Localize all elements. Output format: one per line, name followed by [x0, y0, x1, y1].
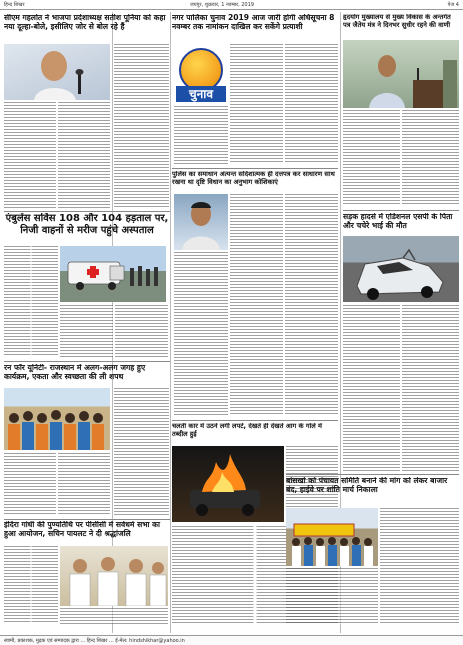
rally-photo: [4, 388, 110, 450]
headline-run-for-unity: रन फॉर यूनिटी- राजस्थान में अलग-अलग जगह हुए कार्यक्रम, एकता और स्वच्छता की ली शपथ: [4, 364, 146, 381]
election-logo-label: चुनाव: [176, 86, 226, 102]
article-body: [174, 106, 228, 164]
section-rule: [4, 361, 170, 362]
headline-right-top: हृदयोग मुख्यालय से मुख्य विकास के अन्तर्गत पत्र जैतेय मंत्र ने दिनभर सुधीर रहने की वाणी: [343, 14, 451, 29]
article-body: [4, 453, 110, 515]
section-rule: [4, 519, 170, 520]
section-rule: [172, 420, 338, 421]
headline-indira-gandhi: इंदिरा गांधी की पुण्यतिथि पर पीसीसी में सर्वधर्म सभा का हुआ आयोजन, सचिन पायलट ने दी श्रद्धांजलि: [4, 521, 160, 538]
article-body: [380, 508, 459, 624]
headline-police: पुलिस का समाधान अंत्यन्त सदिशात्मक ही दत्तपत्र कर साधारण साथ रखना था दृष्टि विधान का अनुभाग कोशिकाएं: [172, 171, 335, 186]
headline-road-accident: सड़क हादसे में एडिशनल एसपी के पिता और चचेरे भाई की मौत: [343, 213, 453, 230]
crashed-car-icon: [343, 236, 459, 302]
masthead-label: हिन्द शिखर: [4, 2, 25, 8]
article-body: [4, 546, 58, 624]
headline-municipal-election: नगर पालिका चुनाव 2019 आज जारी होगी अधिसूचना 8 नवम्बर तक नामांकन दाखिल कर सकेंगे प्रत्याशी: [172, 14, 335, 31]
article-body: [343, 305, 459, 471]
speaker-at-podium-icon: [343, 40, 459, 108]
page-header: [0, 0, 463, 10]
protest-photo: [286, 508, 378, 566]
section-rule: [286, 474, 459, 475]
issue-date: जयपुर, शुक्रवार, 1 नवम्बर, 2019: [190, 2, 254, 8]
article-body: [114, 44, 169, 209]
headline-gehlot: सीएम गहलोत ने भाजपा प्रदेशाध्यक्ष सतीश पूनिया को कहा नया दूल्हा-बोले, इसीलिए जोर से बोल रहे हैं: [4, 14, 166, 31]
section-rule: [4, 211, 170, 212]
article-body: [286, 568, 378, 624]
section-rule: [343, 210, 459, 211]
person-speaking-icon: [4, 44, 110, 100]
page-number: पेज 4: [447, 2, 459, 8]
burning-car-photo: [172, 446, 284, 522]
people-icon: [60, 546, 168, 606]
headline-ambulance: एंबुलेंस सर्विस 108 और 104 हड़ताल पर, निजी वाहनों से मरीज पहुंचे अस्पताल: [5, 213, 169, 236]
article-body: [230, 44, 338, 164]
page-footer: [0, 635, 463, 645]
election-logo: [174, 44, 228, 104]
man-portrait-photo: [174, 194, 228, 250]
article-body: [4, 246, 58, 356]
portrait-photo: [4, 44, 110, 100]
article-body: [60, 305, 168, 357]
headline-banskho: बांसखो को पंचायत समिति बनाने की मांग को लेकर बाजार बंद, हाईवे पर शांति मार्च निकाला: [286, 477, 448, 494]
tribute-photo: [60, 546, 168, 606]
article-body: [114, 388, 169, 516]
speaker-photo: [343, 40, 459, 108]
imprint-line: स्वामी, प्रकाशक, मुद्रक एवं सम्पादक द्वारा ... हिन्द शिखर ... ई-मेल: hindshikhar@yahoo.in: [4, 638, 185, 644]
article-body: [174, 252, 228, 416]
article-body: [4, 102, 110, 208]
article-body: [230, 194, 338, 416]
section-rule: [172, 168, 338, 169]
protest-march-icon: [286, 508, 378, 566]
ambulance-icon: [60, 246, 166, 302]
article-body: [343, 110, 459, 206]
fire-icon: [172, 446, 284, 522]
column-divider: [170, 12, 171, 633]
headline-car-fire: चलती कार में उठने लगी लपटें, देखते ही देखते आग के गोले में तब्दील हुई: [172, 423, 322, 438]
man-portrait-icon: [174, 194, 228, 250]
article-body: [60, 608, 168, 624]
crash-photo: [343, 236, 459, 302]
ambulance-photo: [60, 246, 166, 302]
crowd-icon: [4, 388, 110, 450]
